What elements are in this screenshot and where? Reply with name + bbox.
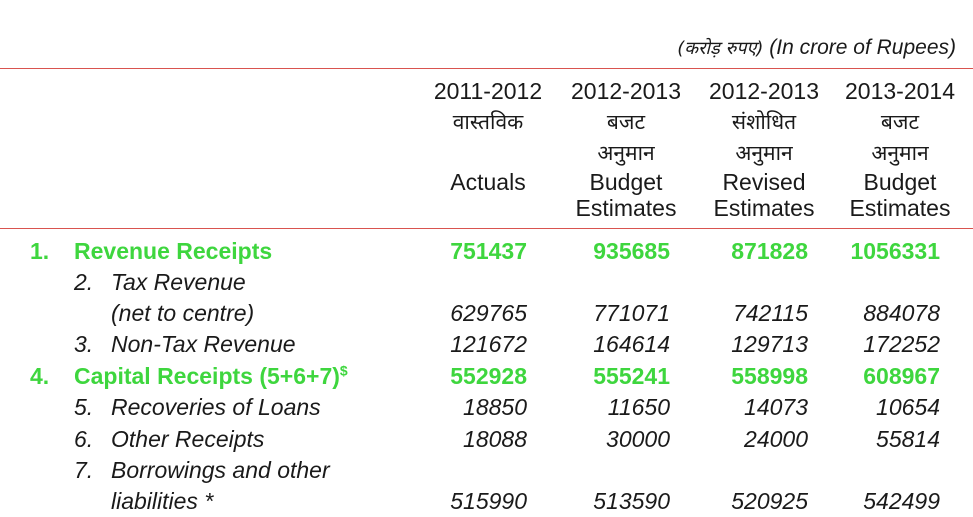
cell-budget-2013: 55814 <box>876 426 940 452</box>
table-row-recoveries-of-loans <box>0 392 973 423</box>
column-english-label: Budget <box>863 169 937 195</box>
column-header-revised-2012 <box>694 76 834 221</box>
column-hindi-label: वास्तविक <box>452 110 524 134</box>
cell-budget-2013: 608967 <box>863 363 940 389</box>
table-row-tax-revenue <box>0 267 973 298</box>
table-row-borrowings-liabilities <box>0 486 973 517</box>
unit-note-hindi: (करोड़ रुपए) <box>677 38 764 59</box>
column-hindi-label-2: अनुमान <box>871 141 929 165</box>
top-rule <box>0 68 973 69</box>
row-number: 3. <box>74 331 94 357</box>
cell-revised-2012: 129713 <box>731 331 808 357</box>
row-label: Other Receipts <box>111 426 265 452</box>
column-english-label: Budget <box>589 169 663 195</box>
row-label <box>74 361 348 392</box>
table-row-non-tax-revenue <box>0 329 973 360</box>
cell-actuals: 751437 <box>450 238 527 264</box>
column-hindi-label: बजट <box>880 110 920 134</box>
cell-revised-2012: 520925 <box>731 488 808 514</box>
column-year: 2012-2013 <box>571 78 681 104</box>
cell-revised-2012: 742115 <box>732 300 808 326</box>
table-row-borrowings <box>0 455 973 486</box>
row-label: liabilities * <box>111 488 214 514</box>
cell-actuals: 515990 <box>450 488 527 514</box>
cell-actuals: 552928 <box>450 363 527 389</box>
table-row-other-receipts <box>0 424 973 455</box>
cell-budget-2013: 172252 <box>863 331 940 357</box>
cell-actuals: 121672 <box>450 331 527 357</box>
column-header-budget-2012 <box>556 76 696 221</box>
cell-revised-2012: 871828 <box>731 238 808 264</box>
cell-budget-2013: 1056331 <box>850 238 940 264</box>
cell-actuals: 18850 <box>463 394 527 420</box>
column-english-label: Revised <box>722 169 806 195</box>
row-number: 6. <box>74 426 94 452</box>
row-label: Non-Tax Revenue <box>111 331 296 357</box>
column-year: 2012-2013 <box>709 78 819 104</box>
cell-budget-2012: 164614 <box>593 331 670 357</box>
row-number: 7. <box>74 457 94 483</box>
cell-budget-2012: 935685 <box>593 238 670 264</box>
cell-budget-2013: 10654 <box>876 394 940 420</box>
column-hindi-label: बजट <box>606 110 646 134</box>
dollar-footnote-mark: $ <box>339 362 348 379</box>
table-row-capital-receipts <box>0 361 973 392</box>
cell-budget-2012: 555241 <box>593 363 670 389</box>
column-hindi-label: संशोधित <box>731 110 797 134</box>
row-label: Revenue Receipts <box>74 238 273 264</box>
cell-budget-2012: 30000 <box>606 426 670 452</box>
column-hindi-label-2: अनुमान <box>597 141 655 165</box>
row-label: (net to centre) <box>111 300 255 326</box>
column-english-label-2: Estimates <box>575 195 677 221</box>
column-header-budget-2013 <box>830 76 970 221</box>
row-number: 2. <box>74 269 94 295</box>
unit-note <box>677 36 956 60</box>
column-hindi-label-2: अनुमान <box>735 141 793 165</box>
column-year: 2011-2012 <box>433 78 543 104</box>
cell-budget-2013: 884078 <box>863 300 940 326</box>
row-label: Recoveries of Loans <box>111 394 321 420</box>
cell-revised-2012: 14073 <box>744 394 808 420</box>
column-english-label-2: Estimates <box>713 195 815 221</box>
row-number: 4. <box>30 363 50 389</box>
cell-budget-2012: 513590 <box>593 488 670 514</box>
column-header-actuals <box>418 76 558 195</box>
column-english-label-2: Estimates <box>849 195 951 221</box>
column-english-label: Actuals <box>450 169 526 195</box>
row-label: Tax Revenue <box>111 269 246 295</box>
row-number: 5. <box>74 394 94 420</box>
row-label: Borrowings and other <box>111 457 330 483</box>
cell-budget-2012: 771071 <box>593 300 670 326</box>
cell-budget-2012: 11650 <box>607 394 670 420</box>
unit-note-english: (In crore of Rupees) <box>769 36 956 59</box>
column-year: 2013-2014 <box>845 78 955 104</box>
table-row-revenue-receipts <box>0 236 973 267</box>
cell-actuals: 18088 <box>463 426 527 452</box>
column-hindi-label-2 <box>418 138 558 169</box>
header-rule <box>0 228 973 229</box>
row-number: 1. <box>30 238 50 264</box>
cell-revised-2012: 558998 <box>731 363 808 389</box>
table-row-tax-revenue-net <box>0 298 973 329</box>
cell-budget-2013: 542499 <box>863 488 940 514</box>
cell-actuals: 629765 <box>450 300 527 326</box>
row-label-text: Capital Receipts (5+6+7) <box>74 363 340 389</box>
cell-revised-2012: 24000 <box>744 426 808 452</box>
